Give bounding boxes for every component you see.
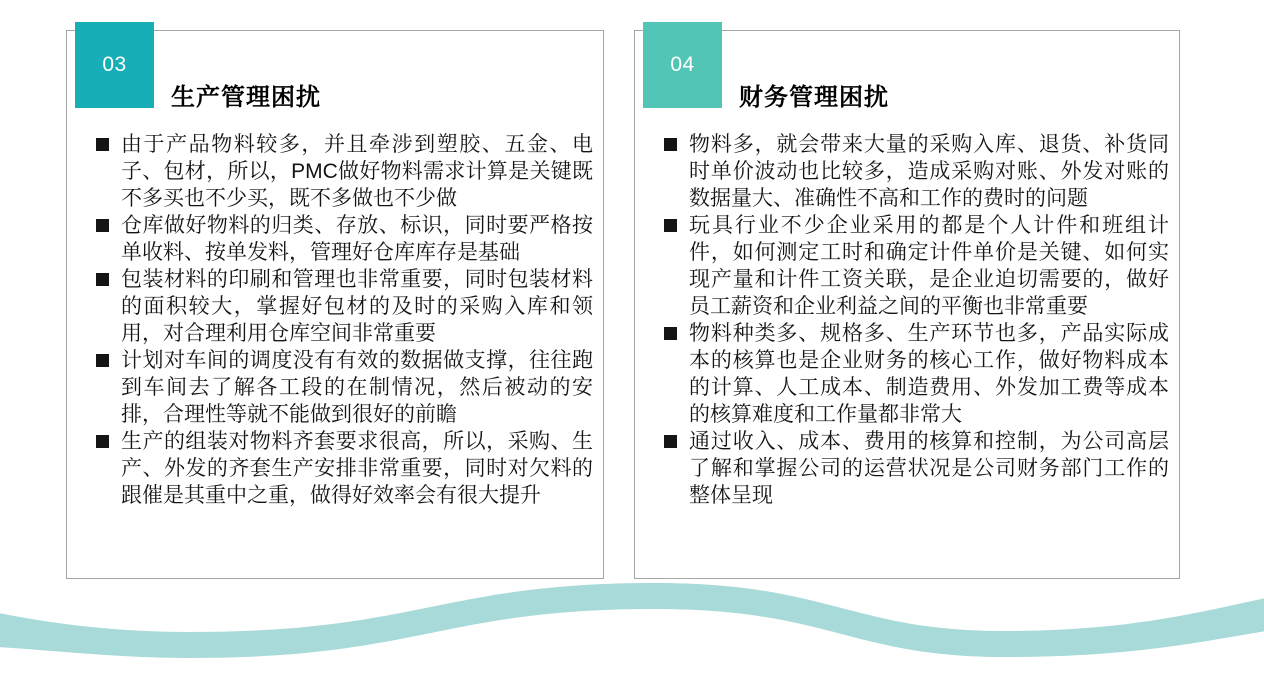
bullet-square-icon: [664, 138, 677, 151]
list-item: [96, 131, 593, 212]
card-title: 生产管理困扰: [171, 84, 321, 111]
bullet-square-icon: [96, 138, 109, 151]
card-number: 03: [102, 53, 127, 76]
card-number-badge: [75, 22, 154, 108]
card-number: 04: [670, 53, 695, 76]
bullet-square-icon: [96, 273, 109, 286]
bullet-list: [664, 131, 1169, 509]
list-item: [664, 428, 1169, 509]
bullet-square-icon: [96, 435, 109, 448]
card-number-badge: [643, 22, 722, 108]
card-title: 财务管理困扰: [739, 84, 889, 111]
list-item: [96, 428, 593, 509]
list-item: [96, 266, 593, 347]
bullet-text: 物料种类多、规格多、生产环节也多，产品实际成本的核算也是企业财务的核心工作，做好物料成本的计算、人工成本、制造费用、外发加工费等成本的核算难度和工作量都非常大: [689, 322, 1169, 426]
bullet-text: 包装材料的印刷和管理也非常重要，同时包装材料的面积较大，掌握好包材的及时的采购入库和领用，对合理利用仓库空间非常重要: [121, 268, 593, 345]
bullet-square-icon: [664, 435, 677, 448]
bullet-list: [96, 131, 593, 509]
bullet-square-icon: [664, 219, 677, 232]
bullet-text: 生产的组装对物料齐套要求很高，所以，采购、生产、外发的齐套生产安排非常重要，同时对欠料的跟催是其重中之重，做得好效率会有很大提升: [121, 430, 593, 507]
bullet-text: 由于产品物料较多，并且牵涉到塑胶、五金、电子、包材，所以，PMC做好物料需求计算是关键既不多买也不少买，既不多做也不少做: [121, 133, 593, 210]
list-item: [664, 212, 1169, 320]
list-item: [664, 320, 1169, 428]
list-item: [96, 212, 593, 266]
bullet-text: 仓库做好物料的归类、存放、标识，同时要严格按单收料、按单发料，管理好仓库库存是基础: [121, 214, 593, 264]
bullet-square-icon: [664, 327, 677, 340]
bullet-square-icon: [96, 354, 109, 367]
list-item: [664, 131, 1169, 212]
bullet-text: 计划对车间的调度没有有效的数据做支撑，往往跑到车间去了解各工段的在制情况，然后被动的安排，合理性等就不能做到很好的前瞻: [121, 349, 593, 426]
bullet-square-icon: [96, 219, 109, 232]
list-item: [96, 347, 593, 428]
bullet-text: 玩具行业不少企业采用的都是个人计件和班组计件，如何测定工时和确定计件单价是关键、如何实现产量和计件工资关联，是企业迫切需要的，做好员工薪资和企业利益之间的平衡也非常重要: [689, 214, 1169, 318]
bullet-text: 通过收入、成本、费用的核算和控制，为公司高层了解和掌握公司的运营状况是公司财务部门工作的整体呈现: [689, 430, 1169, 507]
card-finance-management: [634, 30, 1180, 579]
card-production-management: [66, 30, 604, 579]
bullet-text: 物料多，就会带来大量的采购入库、退货、补货同时单价波动也比较多，造成采购对账、外发对账的数据量大、准确性不高和工作的费时的问题: [689, 133, 1169, 210]
